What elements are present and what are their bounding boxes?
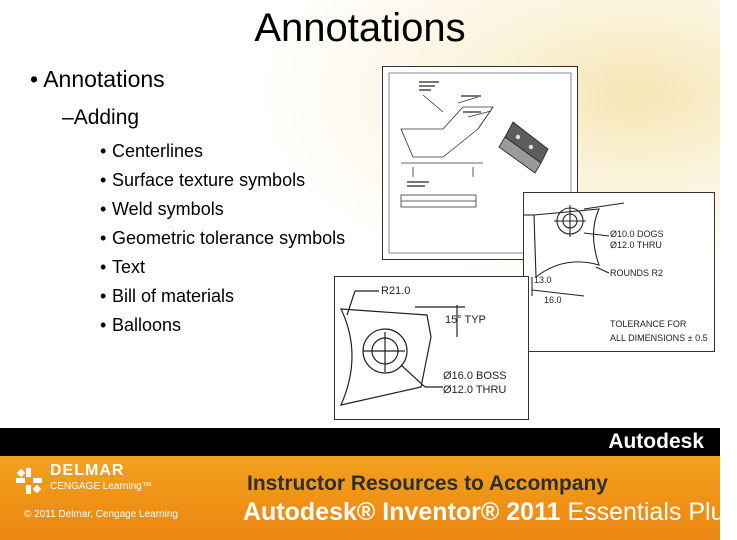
note-boss: Ø16.0 BOSS <box>443 370 507 382</box>
drawing-boss-callout <box>334 276 529 420</box>
publisher-subname: CENGAGE Learning™ <box>50 481 152 492</box>
note-dogs: Ø10.0 DOGS <box>610 229 664 239</box>
note-tolerance: TOLERANCE FOR <box>610 319 687 329</box>
footer-product: Autodesk® Inventor® 2011 <box>243 498 561 526</box>
bullet-item: • Surface texture symbols <box>100 166 345 195</box>
bullet-item: • Text <box>100 253 345 282</box>
note-rounds: ROUNDS R2 <box>610 268 664 278</box>
dim-13: 13.0 <box>534 275 552 285</box>
bullet-list <box>100 137 345 340</box>
drawing-bracket-dogs <box>523 192 715 352</box>
note-tolerance-all: ALL DIMENSIONS ± 0.5 <box>610 333 708 343</box>
autodesk-brand: Autodesk <box>608 430 704 453</box>
bullet-item: • Bill of materials <box>100 282 345 311</box>
delmar-logo-icon <box>14 466 44 496</box>
copyright: © 2011 Delmar, Cengage Learning <box>24 509 178 520</box>
footer-title-line1: Instructor Resources to Accompany <box>247 472 608 495</box>
note-thru: Ø12.0 THRU <box>610 240 662 250</box>
note-angle: 15° TYP <box>445 314 486 326</box>
slide-title: Annotations <box>254 6 466 50</box>
footer-edition: Essentials Plus <box>567 498 737 526</box>
bracket-dogs-drawing <box>524 193 714 351</box>
footer-title-line2 <box>243 498 737 527</box>
bullet-item: • Weld symbols <box>100 195 345 224</box>
bullet-item: • Geometric tolerance symbols <box>100 224 345 253</box>
bullet-level2: –Adding <box>62 106 140 129</box>
publisher-name: DELMAR <box>50 462 125 479</box>
note-radius: R21.0 <box>381 285 411 297</box>
dim-16: 16.0 <box>544 295 562 305</box>
bullet-item: • Centerlines <box>100 137 345 166</box>
bullet-level1: • Annotations <box>30 66 165 92</box>
bullet-item: • Balloons <box>100 311 345 340</box>
boss-callout-drawing <box>335 277 528 419</box>
note-thru-boss: Ø12.0 THRU <box>443 384 507 396</box>
bullet-level1-text: Annotations <box>43 66 165 92</box>
bullet-level2-text: Adding <box>73 106 140 129</box>
